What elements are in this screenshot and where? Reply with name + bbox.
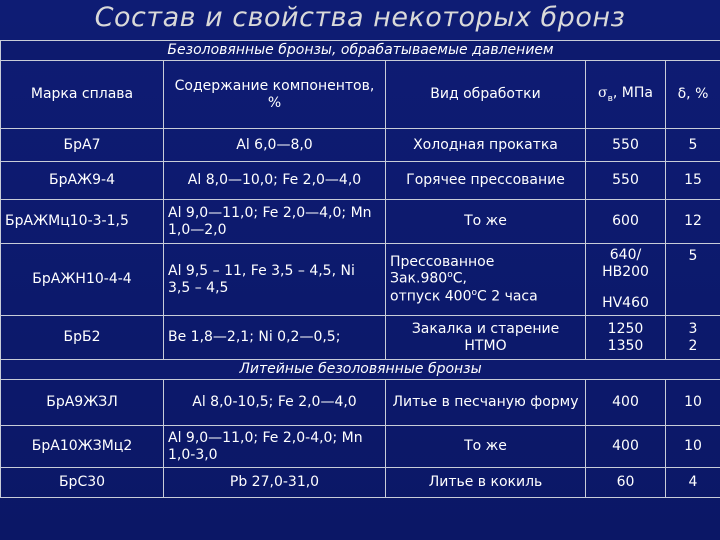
table-row xyxy=(1,426,720,468)
elongation-value: 2 xyxy=(688,337,698,354)
treatment-text: С 2 часа xyxy=(477,288,538,305)
table-row xyxy=(1,316,720,360)
content-cell: Al 9,0—11,0; Fe 2,0-4,0; Mn 1,0-3,0 xyxy=(164,426,386,468)
strength-cell: 60 xyxy=(586,468,666,498)
strength-cell xyxy=(586,244,666,316)
strength-cell: 600 xyxy=(586,200,666,244)
grade-cell: БрА9ЖЗЛ xyxy=(1,380,164,426)
treatment-line: Закалка и старение xyxy=(411,320,560,337)
treatment-text: отпуск 400 xyxy=(390,288,472,305)
bronze-table xyxy=(0,40,720,498)
sigma-unit: , МПа xyxy=(612,84,653,101)
elongation-cell: 12 xyxy=(666,200,720,244)
strength-cell: 550 xyxy=(586,162,666,200)
content-cell: Al 8,0-10,5; Fe 2,0—4,0 xyxy=(164,380,386,426)
treatment-line: Прессованное xyxy=(390,253,495,270)
degree-mark: о xyxy=(471,287,477,298)
treatment-text: Зак.980 xyxy=(390,271,448,288)
content-cell: Al 9,0—11,0; Fe 2,0—4,0; Mn 1,0—2,0 xyxy=(164,200,386,244)
header-elongation: δ, % xyxy=(666,61,720,129)
elongation-cell: 5 xyxy=(666,244,720,316)
elongation-cell: 10 xyxy=(666,380,720,426)
content-cell: Al 9,5 – 11, Fe 3,5 – 4,5, Ni 3,5 – 4,5 xyxy=(164,244,386,316)
treatment-cell: Холодная прокатка xyxy=(386,129,586,162)
strength-cell: 400 xyxy=(586,426,666,468)
table-row xyxy=(1,200,720,244)
table-row xyxy=(1,380,720,426)
table-row xyxy=(1,244,720,316)
content-cell: Al 8,0—10,0; Fe 2,0—4,0 xyxy=(164,162,386,200)
elongation-cell: 10 xyxy=(666,426,720,468)
strength-value: HV460 xyxy=(602,294,649,311)
elongation-value: 3 xyxy=(688,320,698,337)
section-header-row xyxy=(1,41,720,61)
section-title-pressure: Безоловянные бронзы, обрабатываемые давлением xyxy=(1,41,720,61)
grade-cell: БрАЖ9-4 xyxy=(1,162,164,200)
treatment-cell: Литье в песчаную форму xyxy=(386,380,586,426)
section-header-row xyxy=(1,360,720,380)
strength-value: 1250 xyxy=(607,320,644,337)
content-cell: Pb 27,0-31,0 xyxy=(164,468,386,498)
strength-cell xyxy=(586,316,666,360)
header-row xyxy=(1,61,720,129)
table-row xyxy=(1,162,720,200)
treatment-cell xyxy=(386,316,586,360)
elongation-cell: 5 xyxy=(666,129,720,162)
sigma-subscript: в xyxy=(607,93,613,104)
treatment-line xyxy=(390,288,581,305)
grade-cell: БрА7 xyxy=(1,129,164,162)
header-strength xyxy=(586,61,666,129)
treatment-cell xyxy=(386,244,586,316)
grade-cell: БрА10ЖЗМц2 xyxy=(1,426,164,468)
grade-cell: БрС30 xyxy=(1,468,164,498)
sigma-symbol: σ xyxy=(598,84,608,101)
grade-cell: БрАЖН10-4-4 xyxy=(1,244,164,316)
treatment-cell: То же xyxy=(386,426,586,468)
strength-cell: 550 xyxy=(586,129,666,162)
treatment-cell: Литье в кокиль xyxy=(386,468,586,498)
content-cell: Be 1,8—2,1; Ni 0,2—0,5; xyxy=(164,316,386,360)
grade-cell: БрБ2 xyxy=(1,316,164,360)
strength-value: 640/ xyxy=(609,247,642,264)
strength-value: HB200 xyxy=(602,264,649,281)
header-content: Содержание компонентов, % xyxy=(164,61,386,129)
page-title: Состав и свойства некоторых бронз xyxy=(94,2,626,33)
treatment-line: HTMO xyxy=(464,337,507,354)
section-title-casting: Литейные безоловянные бронзы xyxy=(1,360,720,380)
content-cell: Al 6,0—8,0 xyxy=(164,129,386,162)
treatment-line xyxy=(390,270,581,287)
strength-value: 1350 xyxy=(607,337,644,354)
treatment-text: С, xyxy=(452,271,467,288)
table-row xyxy=(1,468,720,498)
degree-mark: о xyxy=(447,270,453,281)
treatment-cell: Горячее прессование xyxy=(386,162,586,200)
elongation-cell xyxy=(666,316,720,360)
table-row xyxy=(1,129,720,162)
strength-cell: 400 xyxy=(586,380,666,426)
header-grade: Марка сплава xyxy=(1,61,164,129)
elongation-cell: 15 xyxy=(666,162,720,200)
treatment-cell: То же xyxy=(386,200,586,244)
header-treatment: Вид обработки xyxy=(386,61,586,129)
grade-cell: БрАЖМц10-3-1,5 xyxy=(1,200,164,244)
elongation-cell: 4 xyxy=(666,468,720,498)
